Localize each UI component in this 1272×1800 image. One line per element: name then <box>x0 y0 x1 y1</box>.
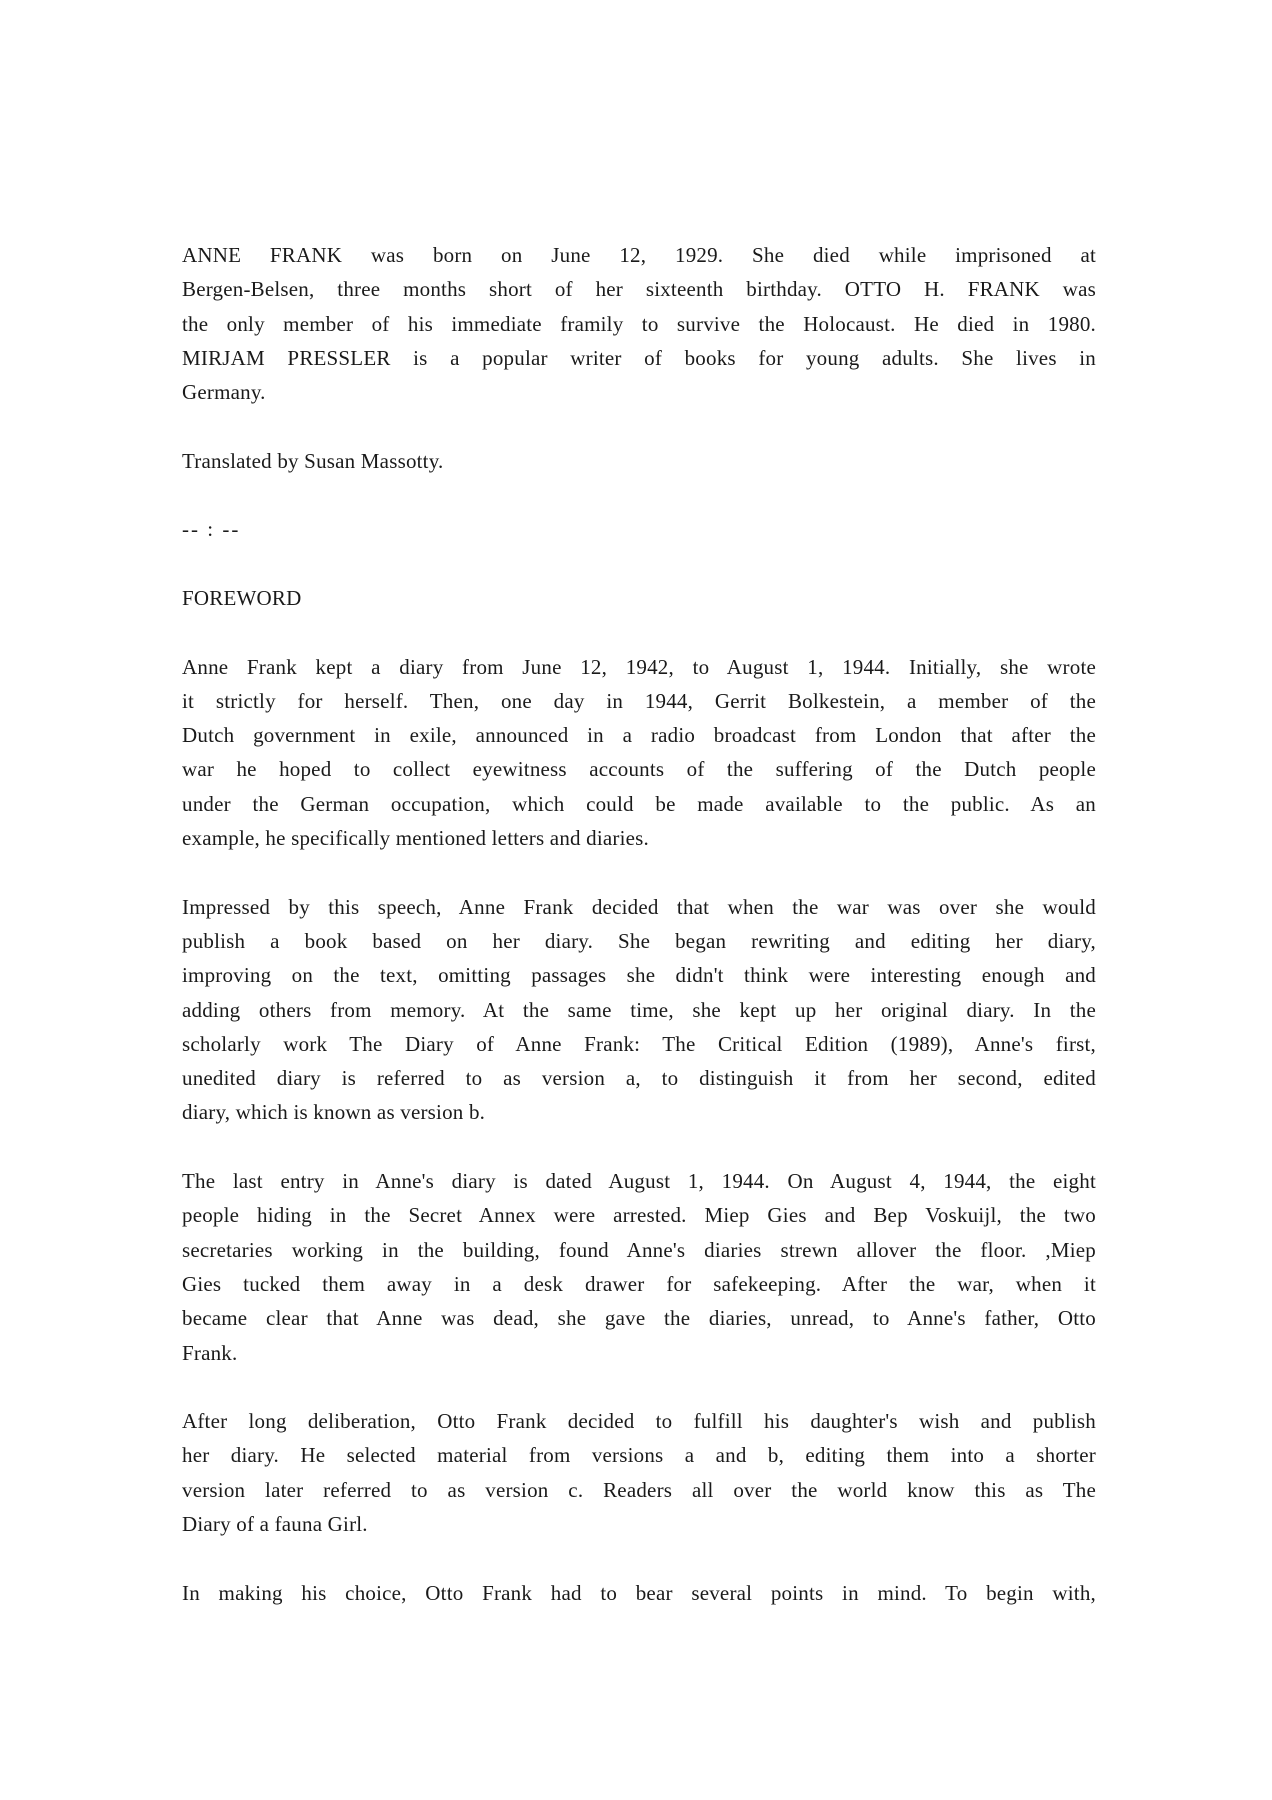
text-line-content: her diary. He selected material from versions a and b, editing them into a shorter <box>182 1443 1096 1468</box>
text-line-content: Frank. <box>182 1340 238 1365</box>
section-heading-foreword: FOREWORD <box>182 585 302 610</box>
text-line <box>182 1267 1096 1301</box>
text-line <box>182 1198 1096 1232</box>
text-line <box>182 341 1096 375</box>
text-line <box>182 890 1096 924</box>
text-line <box>182 307 1096 341</box>
text-line <box>182 1164 1096 1198</box>
text-line-content: improving on the text, omitting passages she didn't think were interesting enough and <box>182 963 1096 988</box>
text-line-content: unedited diary is referred to as version a, to distinguish it from her second, edited <box>182 1066 1096 1091</box>
text-line <box>182 272 1096 306</box>
text-line-content: adding others from memory. At the same time, she kept up her original diary. In the <box>182 997 1096 1022</box>
text-line <box>182 1336 1096 1370</box>
text-line-content: war he hoped to collect eyewitness accounts of the suffering of the Dutch people <box>182 757 1096 782</box>
foreword-paragraph-1 <box>182 650 1096 856</box>
section-separator: -- : -- <box>182 517 241 542</box>
foreword-paragraph-3 <box>182 1164 1096 1370</box>
text-line <box>182 238 1096 272</box>
text-line-content: diary, which is known as version b. <box>182 1100 486 1125</box>
text-line <box>182 1404 1096 1438</box>
text-line <box>182 1301 1096 1335</box>
text-line-content: Dutch government in exile, announced in a radio broadcast from London that after the <box>182 723 1096 748</box>
text-line <box>182 924 1096 958</box>
text-line-content: example, he specifically mentioned letters and diaries. <box>182 826 649 851</box>
text-line <box>182 1061 1096 1095</box>
text-line <box>182 1473 1096 1507</box>
foreword-paragraph-2 <box>182 890 1096 1130</box>
text-line <box>182 787 1096 821</box>
author-bio-paragraph <box>182 238 1096 409</box>
translator-credit: Translated by Susan Massotty. <box>182 448 444 473</box>
text-line <box>182 1507 1096 1541</box>
text-line-content: Anne Frank kept a diary from June 12, 1942, to August 1, 1944. Initially, she wrote <box>182 654 1096 679</box>
text-line <box>182 375 1096 409</box>
text-line-content: Impressed by this speech, Anne Frank decided that when the war was over she would <box>182 894 1096 919</box>
text-line <box>182 1233 1096 1267</box>
text-line <box>182 650 1096 684</box>
text-line-content: secretaries working in the building, found Anne's diaries strewn allover the floor. ,Miep <box>182 1237 1096 1262</box>
foreword-paragraph-5 <box>182 1576 1096 1610</box>
text-line <box>182 1095 1096 1129</box>
text-line <box>182 1438 1096 1472</box>
foreword-paragraph-4 <box>182 1404 1096 1541</box>
text-line <box>182 821 1096 855</box>
text-line <box>182 1576 1096 1610</box>
text-line-content: publish a book based on her diary. She began rewriting and editing her diary, <box>182 928 1096 953</box>
document-page <box>182 238 1096 1644</box>
text-line-content: ANNE FRANK was born on June 12, 1929. She died while imprisoned at <box>182 243 1096 267</box>
text-line-content: it strictly for herself. Then, one day in 1944, Gerrit Bolkestein, a member of the <box>182 688 1096 713</box>
text-line-content: After long deliberation, Otto Frank decided to fulfill his daughter's wish and publish <box>182 1409 1096 1434</box>
text-line-content: MIRJAM PRESSLER is a popular writer of books for young adults. She lives in <box>182 345 1096 370</box>
text-line-content: version later referred to as version c. Readers all over the world know this as The <box>182 1477 1096 1502</box>
text-line <box>182 1027 1096 1061</box>
text-line-content: Bergen-Belsen, three months short of her sixteenth birthday. OTTO H. FRANK was <box>182 277 1096 302</box>
text-line-content: Gies tucked them away in a desk drawer for safekeeping. After the war, when it <box>182 1271 1096 1296</box>
text-line <box>182 684 1096 718</box>
text-line-content: under the German occupation, which could be made available to the public. As an <box>182 791 1096 816</box>
text-line-content: The last entry in Anne's diary is dated August 1, 1944. On August 4, 1944, the eight <box>182 1169 1096 1194</box>
text-line <box>182 718 1096 752</box>
text-line-content: Diary of a fauna Girl. <box>182 1511 368 1536</box>
text-line-content: the only member of his immediate framily to survive the Holocaust. He died in 1980. <box>182 311 1096 336</box>
text-line-content: became clear that Anne was dead, she gave the diaries, unread, to Anne's father, Otto <box>182 1306 1096 1331</box>
text-line <box>182 958 1096 992</box>
text-line-content: scholarly work The Diary of Anne Frank: The Critical Edition (1989), Anne's first, <box>182 1031 1096 1056</box>
text-line <box>182 993 1096 1027</box>
text-line-content: people hiding in the Secret Annex were arrested. Miep Gies and Bep Voskuijl, the two <box>182 1203 1096 1228</box>
text-line-content: In making his choice, Otto Frank had to bear several points in mind. To begin with, <box>182 1580 1096 1605</box>
text-line-content: Germany. <box>182 380 266 405</box>
text-line <box>182 752 1096 786</box>
